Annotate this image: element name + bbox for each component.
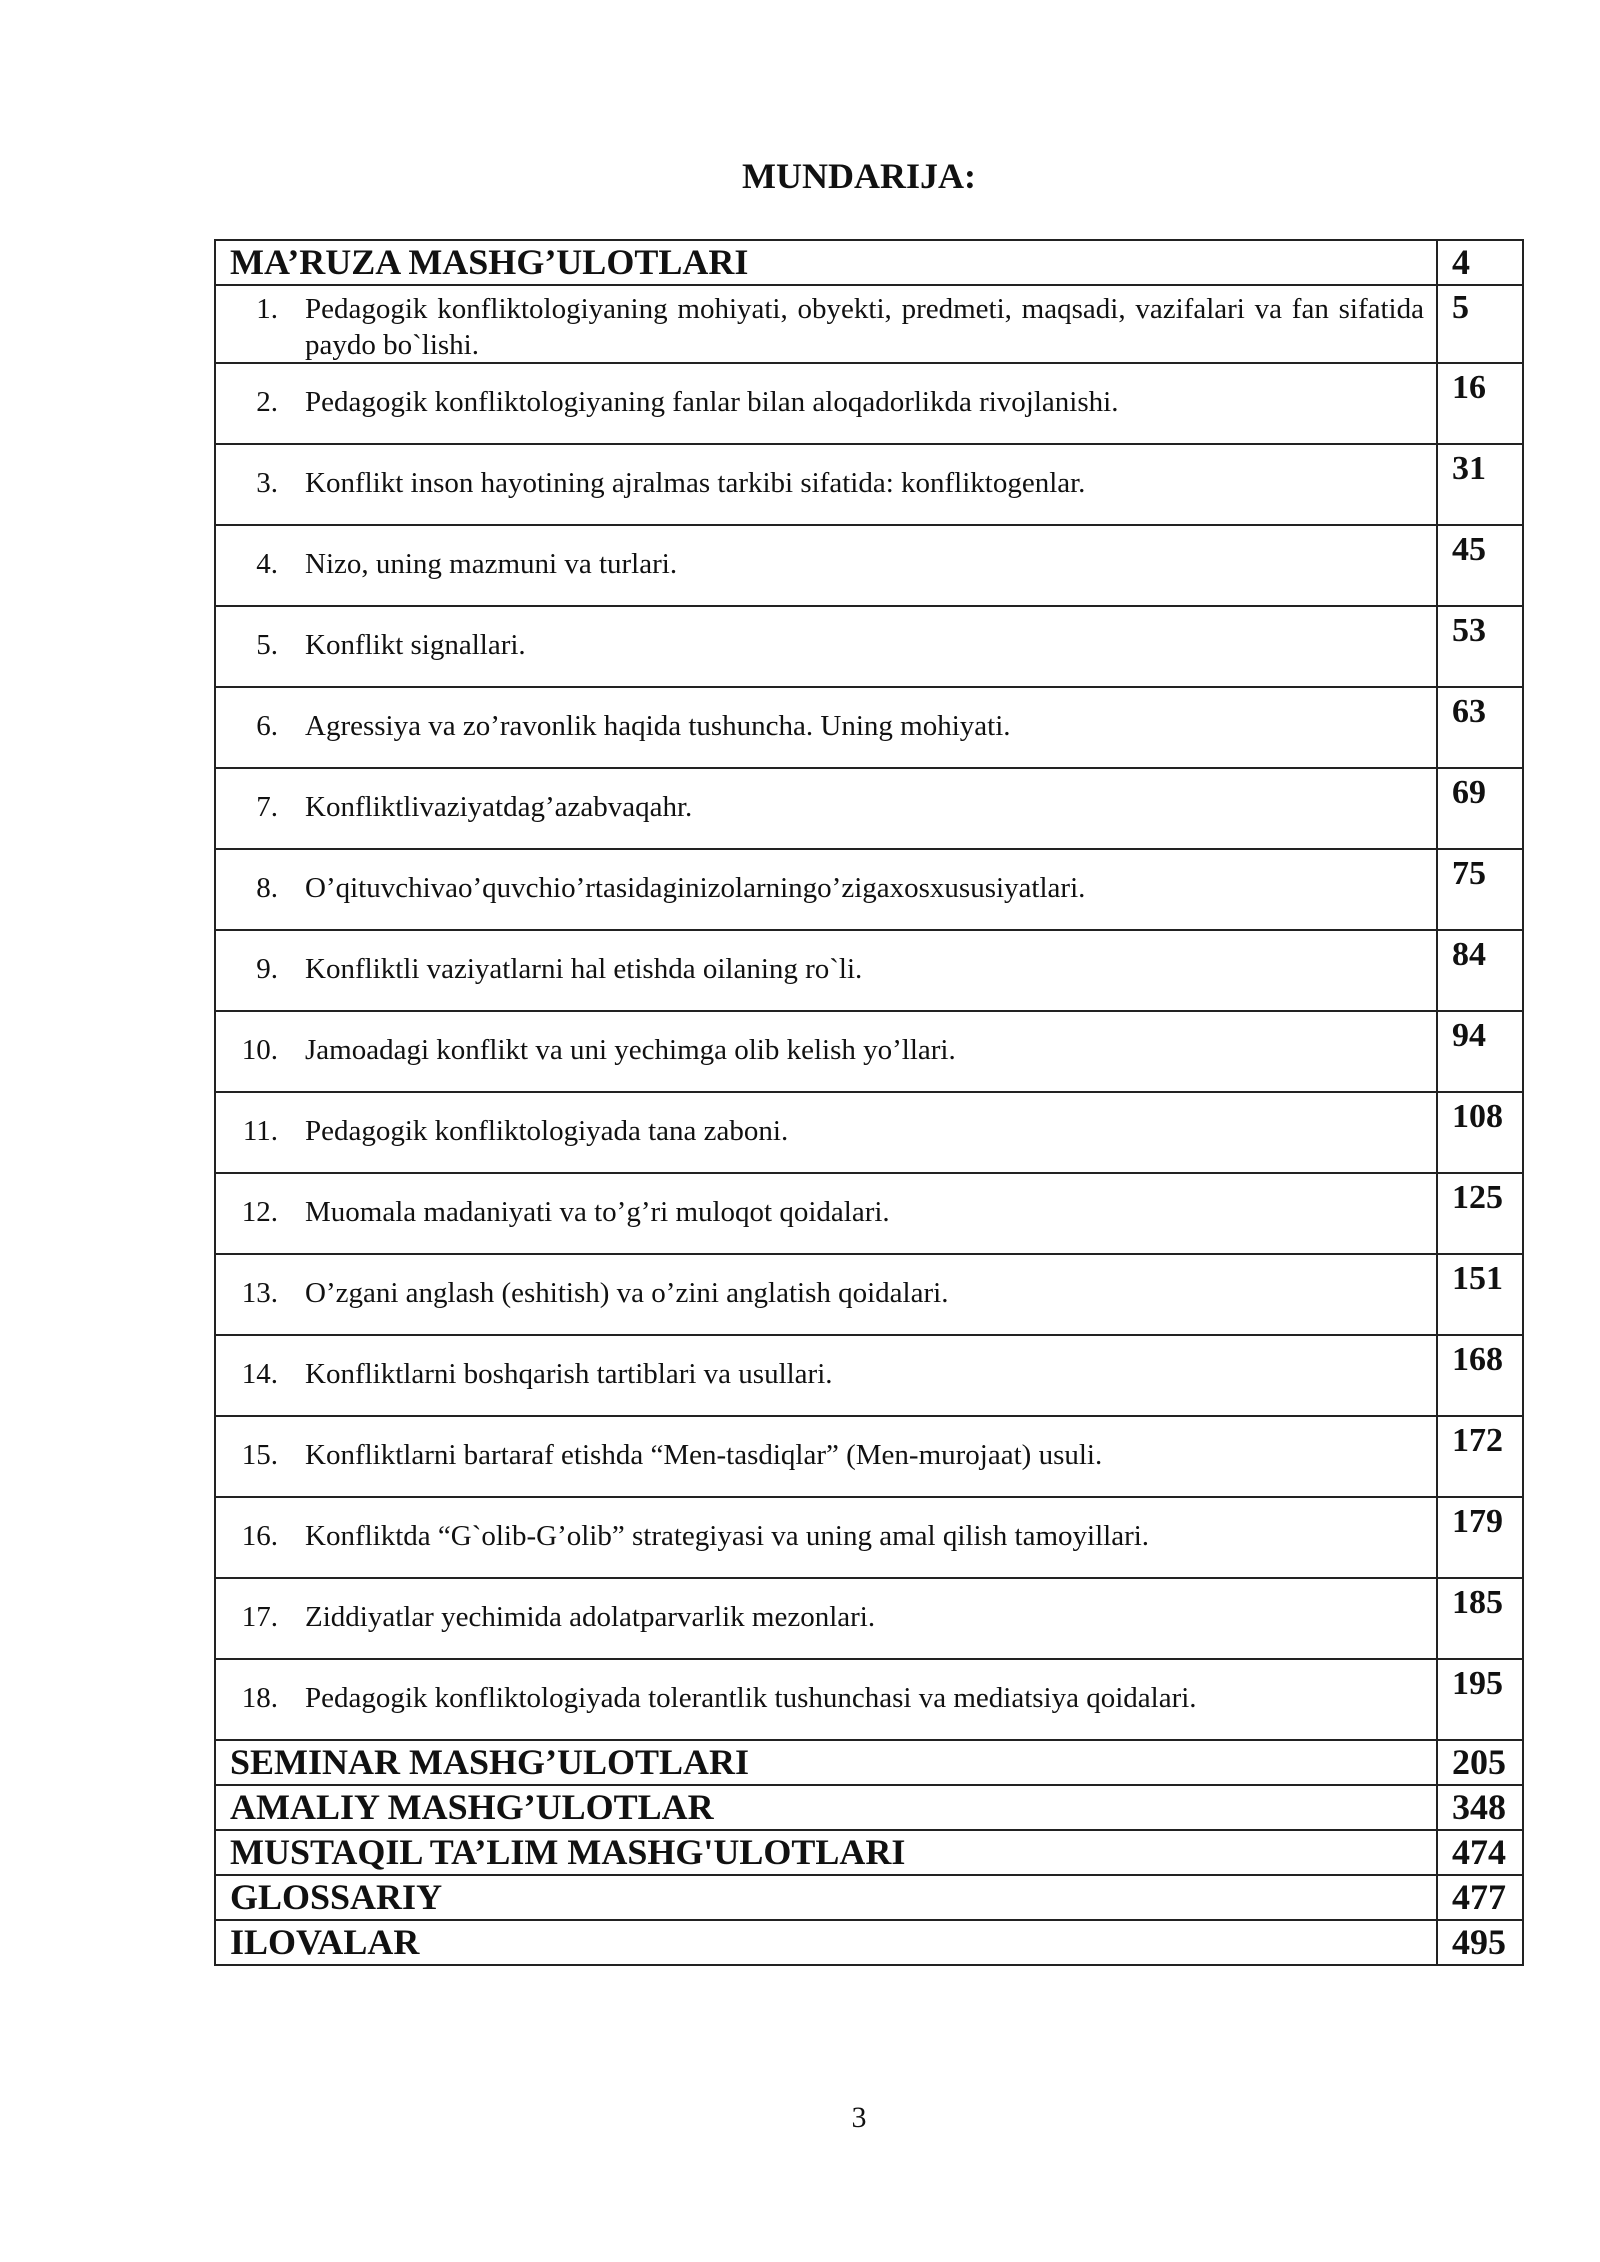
item-number: 12.: [241, 1196, 278, 1228]
toc-item-row[interactable]: [215, 1416, 1523, 1497]
item-page-number: 75: [1437, 849, 1523, 930]
toc-item-row[interactable]: [215, 1092, 1523, 1173]
item-page-number: 45: [1437, 525, 1523, 606]
item-title: Pedagogik konfliktologiyada tana zaboni.: [305, 1115, 789, 1147]
toc-item-row[interactable]: [215, 930, 1523, 1011]
item-number: 4.: [256, 548, 278, 580]
item-page-number: 179: [1437, 1497, 1523, 1578]
section-title: AMALIY MASHG’ULOTLAR: [215, 1785, 1437, 1830]
section-page-number: 495: [1437, 1920, 1523, 1965]
item-page-number: 5: [1437, 285, 1523, 363]
item-number: 11.: [242, 1115, 278, 1147]
item-title: Konfliktlarni bartaraf etishda “Men-tasdiqlar” (Men-murojaat) usuli.: [305, 1439, 1103, 1471]
item-title: Konfliktda “G`olib-G’olib” strategiyasi va uning amal qilish tamoyillari.: [305, 1520, 1150, 1552]
item-number: 7.: [256, 791, 278, 823]
item-number: 17.: [241, 1601, 278, 1633]
section-title: GLOSSARIY: [215, 1875, 1437, 1920]
section-page-number: 477: [1437, 1875, 1523, 1920]
item-number: 6.: [256, 710, 278, 742]
page-title: MUNDARIJA:: [742, 156, 976, 196]
item-page-number: 31: [1437, 444, 1523, 525]
item-number: 3.: [256, 467, 278, 499]
toc-section-row[interactable]: [215, 1830, 1523, 1875]
item-title: Agressiya va zo’ravonlik haqida tushuncha. Uning mohiyati.: [305, 710, 1011, 742]
item-page-number: 63: [1437, 687, 1523, 768]
toc-item-row[interactable]: [215, 1335, 1523, 1416]
section-page-number: 4: [1437, 240, 1523, 285]
section-title: MA’RUZA MASHG’ULOTLARI: [215, 240, 1437, 285]
toc-item-row[interactable]: [215, 1497, 1523, 1578]
section-page-number: 348: [1437, 1785, 1523, 1830]
item-page-number: 94: [1437, 1011, 1523, 1092]
item-title: Konfliktli vaziyatlarni hal etishda oilaning ro`li.: [305, 953, 863, 985]
item-page-number: 69: [1437, 768, 1523, 849]
item-title: Konfliktlivaziyatdag’azabvaqahr.: [305, 791, 693, 823]
page-number: 3: [851, 2101, 867, 2134]
toc-item-row[interactable]: [215, 1659, 1523, 1740]
table-of-contents: [214, 239, 1524, 1966]
item-number: 5.: [256, 629, 278, 661]
item-title: Konfliktlarni boshqarish tartiblari va usullari.: [305, 1358, 833, 1390]
item-page-number: 185: [1437, 1578, 1523, 1659]
item-number: 1.: [256, 293, 278, 325]
toc-item-row[interactable]: [215, 849, 1523, 930]
toc-item-row[interactable]: [215, 363, 1523, 444]
toc-section-row[interactable]: [215, 1740, 1523, 1785]
toc-item-row[interactable]: [215, 606, 1523, 687]
toc-item-row[interactable]: [215, 1578, 1523, 1659]
item-title: Pedagogik konfliktologiyada tolerantlik tushunchasi va mediatsiya qoidalari.: [305, 1682, 1197, 1714]
toc-item-row[interactable]: [215, 285, 1523, 363]
section-title: ILOVALAR: [215, 1920, 1437, 1965]
item-page-number: 53: [1437, 606, 1523, 687]
toc-section-row[interactable]: [215, 240, 1523, 285]
item-title: Pedagogik konfliktologiyaning mohiyati, obyekti, predmeti, maqsadi, vazifalari va fan sifatida paydo bo`lishi.: [305, 293, 1424, 361]
item-number: 10.: [241, 1034, 278, 1066]
toc-item-row[interactable]: [215, 1173, 1523, 1254]
item-number: 18.: [241, 1682, 278, 1714]
item-page-number: 195: [1437, 1659, 1523, 1740]
toc-section-row[interactable]: [215, 1875, 1523, 1920]
item-title: Jamoadagi konflikt va uni yechimga olib kelish yo’llari.: [305, 1034, 956, 1066]
section-page-number: 474: [1437, 1830, 1523, 1875]
item-title: Nizo, uning mazmuni va turlari.: [305, 548, 678, 580]
item-number: 16.: [241, 1520, 278, 1552]
section-title: SEMINAR MASHG’ULOTLARI: [215, 1740, 1437, 1785]
item-number: 15.: [241, 1439, 278, 1471]
item-title: Konflikt signallari.: [305, 629, 526, 661]
toc-section-row[interactable]: [215, 1785, 1523, 1830]
item-number: 9.: [256, 953, 278, 985]
item-number: 2.: [256, 386, 278, 418]
toc-item-row[interactable]: [215, 768, 1523, 849]
item-number: 8.: [256, 872, 278, 904]
item-page-number: 84: [1437, 930, 1523, 1011]
section-page-number: 205: [1437, 1740, 1523, 1785]
toc-item-row[interactable]: [215, 444, 1523, 525]
item-title: Muomala madaniyati va to’g’ri muloqot qoidalari.: [305, 1196, 890, 1228]
item-title: Ziddiyatlar yechimida adolatparvarlik mezonlari.: [305, 1601, 876, 1633]
item-page-number: 151: [1437, 1254, 1523, 1335]
item-page-number: 168: [1437, 1335, 1523, 1416]
toc-item-row[interactable]: [215, 525, 1523, 606]
item-page-number: 16: [1437, 363, 1523, 444]
item-page-number: 108: [1437, 1092, 1523, 1173]
item-title: O’zgani anglash (eshitish) va o’zini anglatish qoidalari.: [305, 1277, 949, 1309]
item-number: 14.: [241, 1358, 278, 1390]
item-title: O’qituvchivao’quvchio’rtasidaginizolarningo’zigaxosxususiyatlari.: [305, 872, 1086, 904]
item-title: Konflikt inson hayotining ajralmas tarkibi sifatida: konfliktogenlar.: [305, 467, 1086, 499]
item-number: 13.: [241, 1277, 278, 1309]
toc-item-row[interactable]: [215, 1011, 1523, 1092]
item-title: Pedagogik konfliktologiyaning fanlar bilan aloqadorlikda rivojlanishi.: [305, 386, 1119, 418]
toc-item-row[interactable]: [215, 1254, 1523, 1335]
item-page-number: 125: [1437, 1173, 1523, 1254]
item-page-number: 172: [1437, 1416, 1523, 1497]
toc-section-row[interactable]: [215, 1920, 1523, 1965]
section-title: MUSTAQIL TA’LIM MASHG'ULOTLARI: [215, 1830, 1437, 1875]
toc-item-row[interactable]: [215, 687, 1523, 768]
